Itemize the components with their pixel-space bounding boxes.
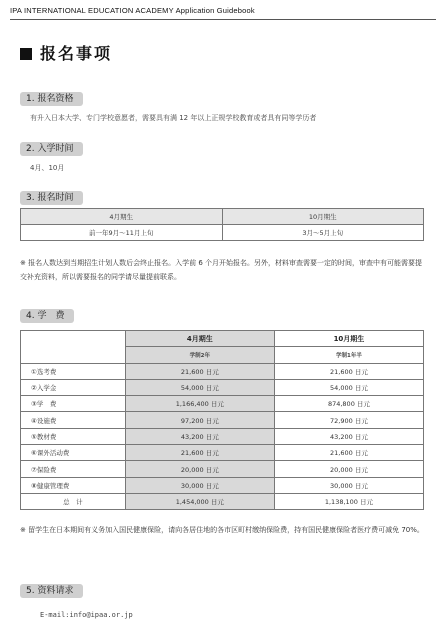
table-row xyxy=(21,477,424,493)
fee-october: 874,800 日元 xyxy=(274,396,423,412)
fee-label: ⑥课外活动费 xyxy=(21,445,126,461)
fee-april: 21,600 日元 xyxy=(125,363,274,379)
fee-october: 21,600 日元 xyxy=(274,445,423,461)
fee-october: 20,000 日元 xyxy=(274,461,423,477)
table-row xyxy=(21,331,424,347)
square-bullet-icon xyxy=(20,48,32,60)
application-period-april: 前一年9月～11月上旬 xyxy=(21,225,223,241)
table-row xyxy=(21,396,424,412)
column-header-april: 4月期生 xyxy=(125,331,274,347)
column-header-april: 4月期生 xyxy=(21,209,223,225)
fee-april: 97,200 日元 xyxy=(125,412,274,428)
fee-april: 20,000 日元 xyxy=(125,461,274,477)
application-note: ※ 报名人数达到当期招生计划人数后会终止报名。入学前 6 个月开始报名。另外，材料审查需要一定的时间，审查中有可能需要提交补充资料，所以需要报名的同学请尽量提前联系。 xyxy=(20,259,422,281)
section-application-heading: 3. 报名时间 xyxy=(20,191,83,205)
fee-label: ④设施费 xyxy=(21,412,126,428)
fee-label: ②入学金 xyxy=(21,379,126,395)
enrollment-text: 4月、10月 xyxy=(30,164,65,172)
table-row xyxy=(21,412,424,428)
eligibility-text: 有升入日本大学、专门学校意愿者，需要具有满 12 年以上正规学校教育或者具有同等学历者 xyxy=(30,114,317,122)
fee-april: 30,000 日元 xyxy=(125,477,274,493)
fee-label: ⑦保险费 xyxy=(21,461,126,477)
fee-october: 21,600 日元 xyxy=(274,363,423,379)
section-eligibility-heading: 1. 报名资格 xyxy=(20,92,83,106)
page-title-text: 报名事项 xyxy=(40,44,113,63)
table-row xyxy=(21,428,424,444)
table-row xyxy=(21,461,424,477)
fee-label: ③学 费 xyxy=(21,396,126,412)
fee-october: 30,000 日元 xyxy=(274,477,423,493)
guidebook-header: IPA INTERNATIONAL EDUCATION ACADEMY Application Guidebook xyxy=(10,6,255,15)
table-row xyxy=(21,363,424,379)
duration-april: 学制2年 xyxy=(125,347,274,363)
column-header-october: 10月期生 xyxy=(274,331,423,347)
fee-april: 21,600 日元 xyxy=(125,445,274,461)
duration-october: 学制1年半 xyxy=(274,347,423,363)
total-label: 总 计 xyxy=(21,493,126,509)
fee-label: ⑤教材费 xyxy=(21,428,126,444)
header-divider xyxy=(10,19,436,20)
fee-label: ⑧健康管理费 xyxy=(21,477,126,493)
tuition-note: ※ 留学生在日本期间有义务加入国民健康保险，请向各居住地的各市区町村缴纳保险费，持有国民健康保险者医疗费可减免 70%。 xyxy=(20,526,424,534)
table-row xyxy=(21,225,424,241)
page-title xyxy=(20,41,112,64)
total-october: 1,138,100 日元 xyxy=(274,493,423,509)
empty-header-cell xyxy=(21,347,126,363)
fee-label: ①选考费 xyxy=(21,363,126,379)
fee-april: 1,166,400 日元 xyxy=(125,396,274,412)
empty-header-cell xyxy=(21,331,126,347)
fee-april: 43,200 日元 xyxy=(125,428,274,444)
contact-email: E-mail:info@ipaa.or.jp xyxy=(40,611,133,619)
fee-october: 72,900 日元 xyxy=(274,412,423,428)
table-row xyxy=(21,379,424,395)
total-april: 1,454,000 日元 xyxy=(125,493,274,509)
application-period-table xyxy=(20,208,424,241)
table-row xyxy=(21,445,424,461)
section-materials-heading: 5. 资料请求 xyxy=(20,584,83,598)
column-header-october: 10月期生 xyxy=(222,209,424,225)
table-row xyxy=(21,493,424,509)
section-tuition-heading: 4. 学 费 xyxy=(20,309,74,323)
fee-april: 54,000 日元 xyxy=(125,379,274,395)
fee-october: 43,200 日元 xyxy=(274,428,423,444)
application-period-october: 3月～5月上旬 xyxy=(222,225,424,241)
section-enrollment-heading: 2. 入学时间 xyxy=(20,142,83,156)
fee-october: 54,000 日元 xyxy=(274,379,423,395)
table-row xyxy=(21,347,424,363)
tuition-table xyxy=(20,330,424,510)
table-row xyxy=(21,209,424,225)
